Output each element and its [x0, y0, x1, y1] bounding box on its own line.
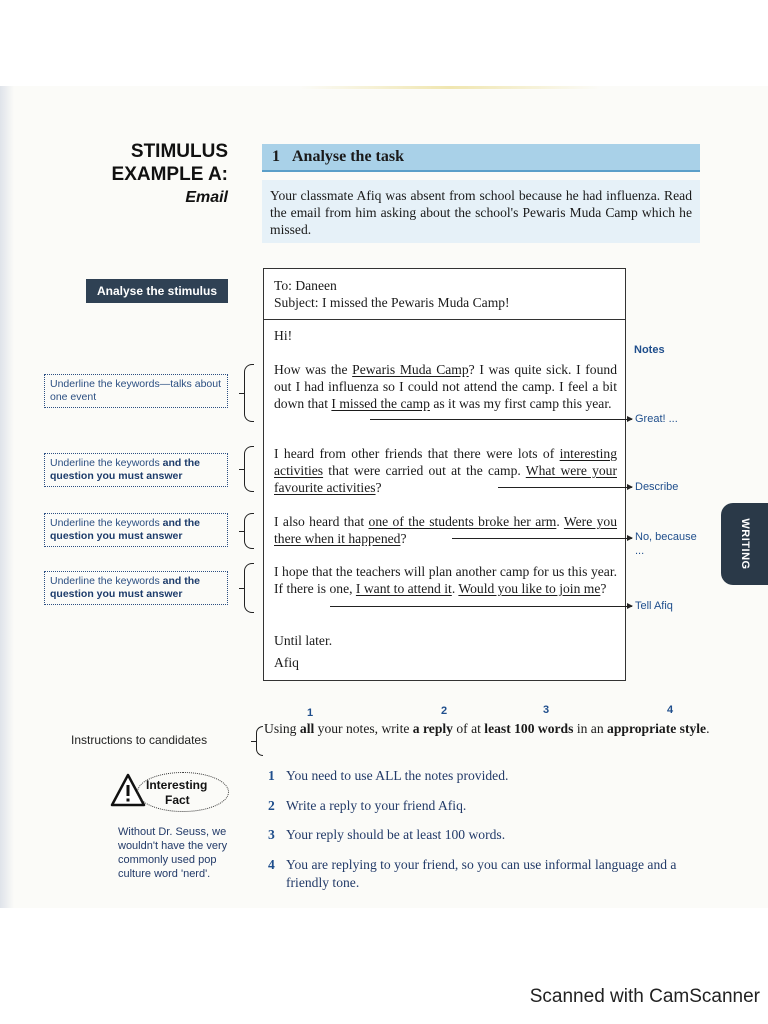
- task-header: [262, 144, 700, 172]
- hint-box-4: [44, 571, 228, 605]
- content-point-number-3: 3: [543, 704, 550, 716]
- text-run: I hope that the teachers will plan another camp for us this year. If there is one,: [274, 564, 617, 596]
- bold-text: appropriate style: [607, 721, 707, 736]
- hint-bold-text: and the question you must answer: [50, 575, 200, 600]
- notes-title: Notes: [634, 344, 665, 356]
- email-greeting: Hi!: [274, 328, 293, 343]
- item-number: 4: [268, 857, 275, 872]
- fact-text: Without Dr. Seuss, we wouldn't have the very commonly used pop culture word 'nerd'.: [118, 826, 228, 880]
- text-run: your notes, write: [314, 721, 413, 736]
- writing-tab-label: WRITING: [738, 518, 751, 570]
- hint-text: Underline the keywords: [50, 575, 163, 587]
- text-run: as it was my first camp this year.: [429, 396, 612, 411]
- page-top-highlight: [300, 86, 600, 89]
- fact-heading-word2: Fact: [165, 793, 190, 807]
- email-box: [263, 268, 626, 681]
- hint-bold-text: and the question you must answer: [50, 457, 200, 482]
- bold-text: a reply: [412, 721, 453, 736]
- brace-1: [244, 364, 254, 422]
- text-run: How was the: [274, 362, 353, 377]
- text-run: .: [556, 514, 564, 529]
- note-arrow-1: [370, 419, 632, 420]
- bold-text: least 100 words: [484, 721, 574, 736]
- underlined-keyword: interesting activities: [274, 446, 617, 478]
- note-1: Great! ...: [635, 413, 678, 425]
- item-number: 1: [268, 768, 275, 783]
- instruction-item-1: [268, 767, 718, 785]
- email-paragraph-2: [274, 445, 617, 496]
- text-run: ? I was quite sick. I found out I had influenza so I could not attend the camp. I feel a bit down that: [274, 362, 617, 411]
- hint-bold-text: and the question you must answer: [50, 517, 200, 542]
- bold-text: all: [299, 721, 315, 736]
- email-divider: [264, 319, 625, 320]
- note-arrow-2: [498, 487, 632, 488]
- stimulus-title-line2: EXAMPLE A:: [111, 164, 228, 185]
- underlined-keyword: Pewaris Muda Camp: [352, 362, 469, 377]
- task-number: 1: [272, 148, 280, 165]
- text-run: ?: [600, 581, 607, 596]
- note-arrow-4: [330, 606, 632, 607]
- email-paragraph-3: [274, 513, 617, 547]
- instructions-label: Instructions to candidates: [71, 733, 208, 747]
- brace-2: [244, 446, 254, 492]
- instruction-item-3: [268, 826, 718, 844]
- scanner-watermark: Scanned with CamScanner: [529, 986, 760, 1007]
- task-title: Analyse the task: [292, 148, 405, 165]
- item-text: Write a reply to your friend Afiq.: [286, 798, 467, 813]
- instructions-brace: [256, 726, 263, 756]
- writing-section-tab[interactable]: [721, 503, 768, 585]
- underlined-question: What were your favourite activities: [274, 463, 617, 495]
- text-run: of at: [452, 721, 485, 736]
- text-run: .: [706, 721, 710, 736]
- item-text: You need to use ALL the notes provided.: [286, 768, 509, 783]
- hint-text: Underline the keywords—talks about one event: [50, 378, 222, 403]
- item-number: 3: [268, 827, 275, 842]
- item-number: 2: [268, 798, 275, 813]
- content-point-number-1: 1: [307, 707, 314, 719]
- stimulus-title-line1: STIMULUS: [130, 141, 228, 162]
- instructions-text: [264, 720, 714, 737]
- item-text: You are replying to your friend, so you can use informal language and a friendly tone.: [286, 857, 677, 890]
- underlined-question: Were you there when it happened: [274, 514, 618, 546]
- email-to: To: Daneen: [274, 278, 337, 293]
- underlined-question: Would you like to join me: [458, 581, 601, 596]
- text-run: I also heard that: [274, 514, 369, 529]
- text-run: .: [451, 581, 459, 596]
- brace-3: [244, 513, 254, 549]
- underlined-keyword: I want to attend it: [355, 581, 452, 596]
- hint-text: Underline the keywords: [50, 457, 163, 469]
- stimulus-title: [112, 140, 228, 186]
- hint-box-3: [44, 513, 228, 547]
- email-subject: Subject: I missed the Pewaris Muda Camp!: [274, 295, 510, 310]
- text-run: that were carried out at the camp.: [323, 463, 526, 478]
- text-run: in an: [573, 721, 608, 736]
- item-text: Your reply should be at least 100 words.: [286, 827, 506, 842]
- stimulus-subtitle: Email: [185, 189, 228, 206]
- instruction-item-4: [268, 856, 718, 892]
- text-run: Using: [264, 721, 300, 736]
- analyse-stimulus-label: Analyse the stimulus: [86, 279, 228, 303]
- note-3: No, because ...: [635, 531, 697, 557]
- email-signature: Afiq: [274, 655, 299, 670]
- fact-heading-word1: Interesting: [146, 778, 208, 792]
- text-run: ?: [400, 531, 407, 546]
- underlined-keyword: one of the students broke her arm: [368, 514, 557, 529]
- text-run: ?: [375, 480, 382, 495]
- content-point-number-4: 4: [667, 704, 674, 716]
- note-2: Describe: [635, 481, 679, 493]
- hint-text: Underline the keywords: [50, 517, 163, 529]
- brace-4: [244, 563, 254, 613]
- hint-box-1: [44, 374, 228, 408]
- email-paragraph-1: [274, 361, 617, 412]
- content-point-number-2: 2: [441, 705, 448, 717]
- email-header: [274, 277, 510, 311]
- email-paragraph-4: [274, 563, 617, 597]
- note-arrow-3: [452, 538, 632, 539]
- task-description: Your classmate Afiq was absent from school because he had influenza. Read the email from him asking about the school's Pewaris Muda Camp which he missed.: [262, 180, 700, 243]
- text-run: I heard from other friends that there were lots of: [274, 446, 560, 461]
- hint-box-2: [44, 453, 228, 487]
- page-shadow: [0, 86, 14, 908]
- instruction-item-2: [268, 797, 718, 815]
- email-closing: Until later.: [274, 633, 333, 648]
- note-4: Tell Afiq: [635, 600, 673, 612]
- underlined-keyword: I missed the camp: [331, 396, 430, 411]
